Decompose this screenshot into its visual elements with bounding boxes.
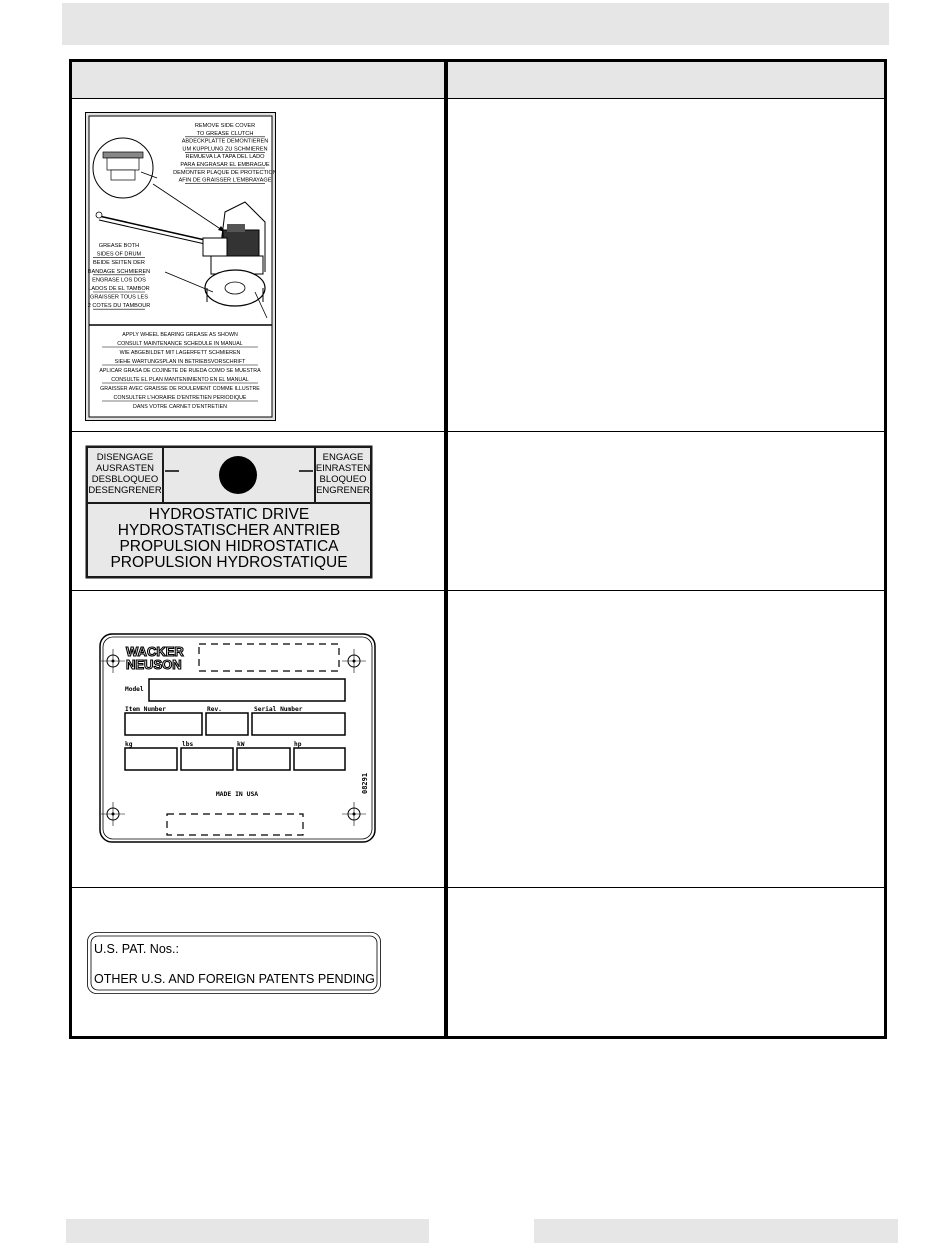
kg-label: kg <box>125 741 133 748</box>
column-divider <box>444 62 448 1036</box>
grease-bearing-instruction: GRAISSER AVEC GRAISSE DE ROULEMENT COMME ILLUSTRE <box>100 386 260 392</box>
grease-clutch-instruction: ABDECKPLATTE DEMONTIEREN <box>181 138 269 145</box>
grease-bearing-instruction: WIE ABGEBILDET MIT LAGERFETT SCHMIEREN <box>119 350 241 356</box>
hp-label: hp <box>294 741 302 748</box>
grease-bearing-instruction: CONSULTE EL PLAN MANTENIMIENTO EN EL MANUAL <box>111 377 249 383</box>
patents-pending-label: OTHER U.S. AND FOREIGN PATENTS PENDING <box>94 972 375 986</box>
disengage-label: AUSRASTEN <box>95 463 155 474</box>
hydrostatic-drive-title: HYDROSTATISCHER ANTRIEB <box>117 522 341 539</box>
plate-code: 08291 <box>361 772 369 794</box>
grease-bearing-instruction: CONSULT MAINTENANCE SCHEDULE IN MANUAL <box>117 341 243 347</box>
disengage-label: DESBLOQUEO <box>91 474 159 485</box>
grease-drum-instruction: GREASE BOTH <box>98 243 140 249</box>
footer-bar-left <box>66 1219 429 1243</box>
grease-drum-instruction: SIDES OF DRUM <box>96 251 142 258</box>
brand-logo-line2: NEUSON <box>126 657 182 672</box>
grease-drum-instruction: ENGRASE LOS DOS <box>92 277 146 284</box>
serial-number-label: Serial Number <box>254 706 303 713</box>
row-divider <box>72 590 884 591</box>
lbs-label: lbs <box>182 741 194 748</box>
patent-decal <box>87 932 381 999</box>
kw-label: kW <box>237 741 245 748</box>
disengage-label: DESENGRENER <box>88 485 162 496</box>
footer-bar-right <box>534 1219 898 1243</box>
grease-clutch-instruction: UM KUPPLUNG ZU SCHMIEREN <box>182 146 268 153</box>
grease-clutch-instruction: REMUEVA LA TAPA DEL LADO <box>185 154 265 161</box>
hydrostatic-drive-title: PROPULSION HIDROSTATICA <box>119 538 339 555</box>
rev-label: Rev. <box>207 706 222 713</box>
grease-clutch-instruction: TO GREASE CLUTCH <box>196 130 254 137</box>
grease-bearing-instruction: SIEHE WARTUNGSPLAN IN BETRIEBSVORSCHRIFT <box>114 359 246 365</box>
row-divider <box>72 431 884 432</box>
hydrostatic-drive-title: PROPULSION HYDROSTATIQUE <box>110 554 348 571</box>
brand-logo-line1: WACKER <box>126 644 184 659</box>
row-divider <box>72 887 884 888</box>
grease-clutch-instruction: PARA ENGRASAR EL EMBRAGUE <box>180 162 270 168</box>
table-header-right <box>448 62 884 99</box>
grease-clutch-instruction: REMOVE SIDE COVER <box>194 123 256 129</box>
disengage-label: DISENGAGE <box>96 452 154 463</box>
engage-label: EINRASTEN <box>315 463 371 474</box>
item-number-label: Item Number <box>125 706 166 713</box>
grease-clutch-instruction: AFIN DE GRAISSER L'EMBRAYAGE <box>178 177 272 184</box>
grease-clutch-instruction: DEMONTER PLAQUE DE PROTECTION <box>173 169 276 176</box>
nameplate-decal <box>95 629 380 852</box>
grease-drum-instruction: LADOS DE EL TAMBOR <box>88 286 150 292</box>
grease-decal <box>85 112 276 426</box>
made-in-label: MADE IN USA <box>215 790 259 798</box>
grease-bearing-instruction: DANS VOTRE CARNET D'ENTRETIEN <box>133 404 227 410</box>
engage-label: ENGRENER <box>316 485 370 496</box>
grease-drum-instruction: BEIDE SEITEN DER <box>93 260 145 267</box>
hydrostatic-drive-title: HYDROSTATIC DRIVE <box>148 506 310 523</box>
patent-numbers-label: U.S. PAT. Nos.: <box>94 942 179 956</box>
grease-drum-instruction: BANDAGE SCHMIEREN <box>87 268 151 275</box>
grease-drum-instruction: 2 COTES DU TAMBOUR <box>87 303 151 310</box>
grease-bearing-instruction: APLICAR GRASA DE COJINETE DE RUEDA COMO SE MUESTRA <box>99 368 261 374</box>
grease-drum-instruction: GRAISSER TOUS LES <box>90 294 148 301</box>
hydrostatic-decal <box>85 445 373 584</box>
model-label: Model <box>125 686 144 693</box>
grease-bearing-instruction: CONSULTER L'HORAIRE D'ENTRETIEN PERIODIQUE <box>113 395 247 401</box>
engage-label: ENGAGE <box>322 452 364 463</box>
table-header-left <box>72 62 444 99</box>
page-header-bar <box>62 3 889 45</box>
lever-knob-icon <box>219 456 257 494</box>
engage-label: BLOQUEO <box>319 474 367 485</box>
grease-bearing-instruction: APPLY WHEEL BEARING GREASE AS SHOWN <box>122 332 238 338</box>
